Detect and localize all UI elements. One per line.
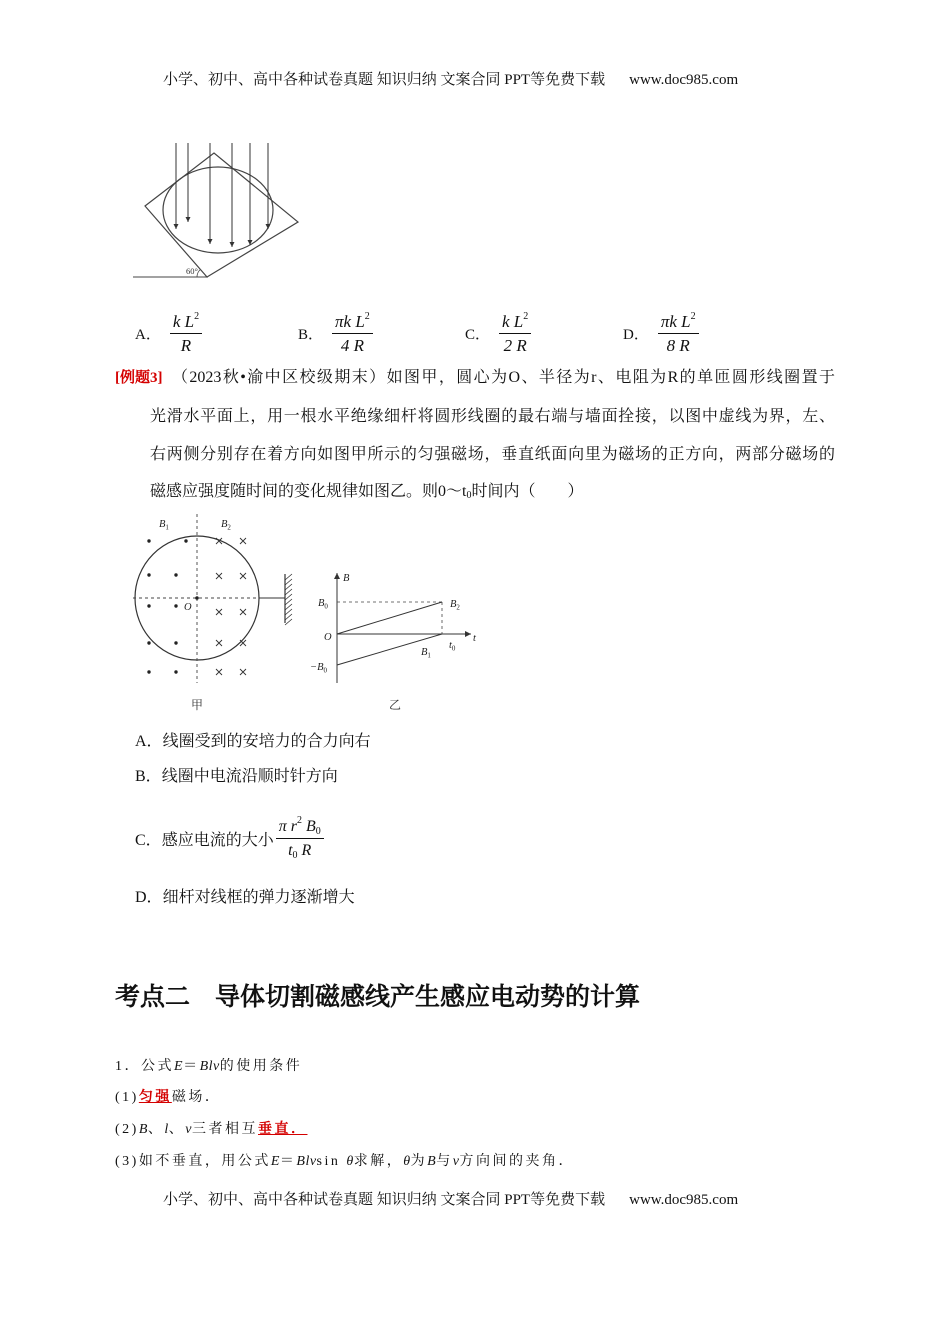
example-stem-line-1: （2023秋•渝中区校级期末）如图甲，圆心为O、半径为r、电阻为R的单匝圆形线圈置于 [172,369,835,386]
label-b: B [221,519,228,530]
text: 的使用条件 [219,1059,303,1074]
symbol-b: B [427,1154,437,1169]
condition-3 [115,1152,575,1172]
label-subscript: 0 [451,644,456,653]
fraction-denominator [288,839,311,861]
label-b: B [318,598,325,609]
option-letter: C． [465,326,491,343]
field-dot [147,539,150,542]
field-dot [174,641,177,644]
symbol-blv: Blv [296,1154,317,1169]
symbol-e: E [270,1154,280,1169]
option-text: 细杆对线框的弹力逐渐增大 [162,889,355,906]
figure-jia [133,514,292,712]
text: 求解， [353,1154,404,1169]
field-cross [240,609,246,615]
field-cross [240,640,246,646]
field-cross [216,669,222,675]
text: 、 [147,1122,165,1137]
option-text: 线圈受到的安培力的合力向右 [162,733,371,750]
label-t: t [449,640,452,651]
field-dot [147,604,150,607]
field-arrows [176,143,268,247]
label-b: B [421,647,428,658]
field-dot [147,670,150,673]
text: 方向间的夹角． [459,1154,575,1169]
field-label-b2 [221,519,231,532]
field-cross [240,573,246,579]
condition-2 [115,1120,308,1140]
option-letter: D． [623,326,649,343]
header-tagline: 小学、初中、高中各种试卷真题 知识归纳 文案合同 PPT等免费下载 [163,72,606,88]
text: 、 [168,1122,186,1137]
denominator-text: t [288,841,293,859]
option-fraction [499,311,531,356]
answer-option-b [135,767,338,787]
figure-caption-jia: 甲 [190,698,204,712]
fraction-denominator: R [180,335,192,355]
answer-option-a [135,732,371,752]
prev-option-b [298,306,373,360]
option-fraction [332,311,373,356]
symbol-e: E [174,1059,184,1074]
origin-label-o: O [324,632,332,643]
sin-function: sin [316,1154,347,1169]
field-cross [240,669,246,675]
field-cross [240,538,246,544]
tick-label-t0 [449,640,456,653]
section-heading: 考点二 导体切割磁感线产生感应电动势的计算 [115,984,641,1011]
symbol-blv: Blv [199,1059,220,1074]
page-header [163,70,738,90]
denominator-text: R [297,841,312,859]
field-in-crosses [216,538,246,675]
highlight-answer: 匀强 [138,1090,172,1105]
header-site: www.doc985.com [629,72,739,88]
numerator-text: k L [502,311,524,331]
fraction-numerator [332,311,373,334]
line-label-b1 [421,647,431,660]
option-fraction [170,311,202,356]
text: 为 [410,1154,428,1169]
label-subscript: 2 [227,523,231,532]
fraction-denominator: 4 R [340,335,364,355]
numerator-exponent: 2 [523,310,529,322]
option-letter: A． [135,326,161,343]
numerator-exponent: 2 [296,814,302,826]
current-fraction [276,816,324,861]
numerator-exponent: 2 [194,310,200,322]
field-dot [174,670,177,673]
denominator-subscript: 0 [292,849,298,861]
text: (3)如不垂直，用公式 [115,1154,271,1169]
angle-label: 60° [186,266,198,276]
label-b: −B [310,662,324,673]
tilted-frame-figure [125,135,310,285]
label-subscript: 2 [456,603,460,612]
numerator-text: k L [172,311,195,331]
text: (1) [115,1090,139,1105]
text: (2) [115,1122,139,1137]
symbol-theta: θ [346,1154,354,1169]
wall-hatching [285,574,292,625]
numerator-text: πk L [660,311,691,331]
equals: ＝ [183,1059,200,1074]
symbol-v: v [452,1154,460,1169]
highlight-answer: 垂直． [258,1122,308,1137]
fraction-denominator: 8 R [666,335,690,355]
option-text: 感应电流的大小 [161,831,274,849]
numerator-text: π r [278,817,297,835]
field-cross [216,640,222,646]
option-letter: A． [135,733,163,750]
text: 1．公式 [115,1059,174,1074]
prev-option-c [465,306,531,360]
example-stem-line-3: 右两侧分别存在着方向如图甲所示的匀强磁场，垂直纸面向里为磁场的正方向，两部分磁场的 [150,446,835,463]
option-fraction [658,311,699,356]
line-label-b2 [450,599,460,612]
axis-label-b: B [343,573,350,584]
numerator-exponent: 2 [364,310,370,322]
label-subscript: 0 [323,666,327,675]
figure-yi [310,573,477,712]
example-figures [125,508,485,718]
answer-option-d [135,888,355,908]
label-b: B [450,599,457,610]
fraction-denominator: 2 R [503,335,527,355]
b2-line [337,602,442,634]
option-letter: D． [135,889,163,906]
stem-subscript: 0 [466,490,472,501]
option-letter: B． [135,768,162,785]
field-dot [147,641,150,644]
footer-site: www.doc985.com [629,1192,739,1208]
fraction-numerator [658,311,699,334]
text: 磁场． [171,1090,222,1105]
circular-coil [163,167,273,253]
stem-tail: 时间内（ ） [471,483,584,500]
formula-conditions-title [115,1057,302,1077]
label-subscript: 0 [324,602,328,611]
symbol-v: v [185,1122,192,1137]
field-dot [174,573,177,576]
prev-option-d [623,306,699,360]
label-b: B [159,519,166,530]
example-tag: [例题3] [115,370,163,386]
option-letter: B． [298,326,324,343]
tick-label-b0 [318,598,328,611]
stem-text: 磁感应强度随时间的变化规律如图乙。则0～t [150,483,467,500]
condition-1 [115,1088,221,1108]
example-stem-line-2: 光滑水平面上，用一根水平绝缘细杆将圆形线圈的最右端与墙面拴接，以图中虚线为界，左、 [150,408,835,425]
example-stem-line-4 [150,482,583,502]
option-text: 线圈中电流沿顺时针方向 [161,768,338,785]
tilted-square-frame [145,153,298,277]
field-dot [147,573,150,576]
field-cross [216,609,222,615]
numerator-subscript: 0 [315,825,321,837]
field-cross [216,573,222,579]
answer-option-c [135,811,324,865]
figure-caption-yi: 乙 [388,698,402,712]
footer-tagline: 小学、初中、高中各种试卷真题 知识归纳 文案合同 PPT等免费下载 [163,1192,606,1208]
prev-option-a [135,306,202,360]
label-subscript: 1 [165,523,169,532]
field-dot [174,604,177,607]
symbol-theta: θ [403,1154,411,1169]
field-label-b1 [159,519,169,532]
fraction-numerator [276,816,324,839]
text: 三者相互 [192,1122,258,1137]
page-footer [163,1190,738,1210]
text: 与 [436,1154,453,1169]
axis-label-t: t [473,633,476,644]
tick-label-neg-b0 [310,662,328,675]
fraction-numerator [499,311,531,334]
label-subscript: 1 [427,651,431,660]
symbol-l: l [164,1122,169,1137]
numerator-exponent: 2 [690,310,696,322]
symbol-b: B [138,1122,148,1137]
numerator-text: B [301,817,316,835]
equals: ＝ [279,1154,297,1169]
center-label-o: O [184,602,192,613]
fraction-numerator [170,311,202,334]
option-letter: C． [135,831,162,849]
center-dot [195,596,199,600]
numerator-text: πk L [335,311,365,331]
field-dot [184,539,187,542]
